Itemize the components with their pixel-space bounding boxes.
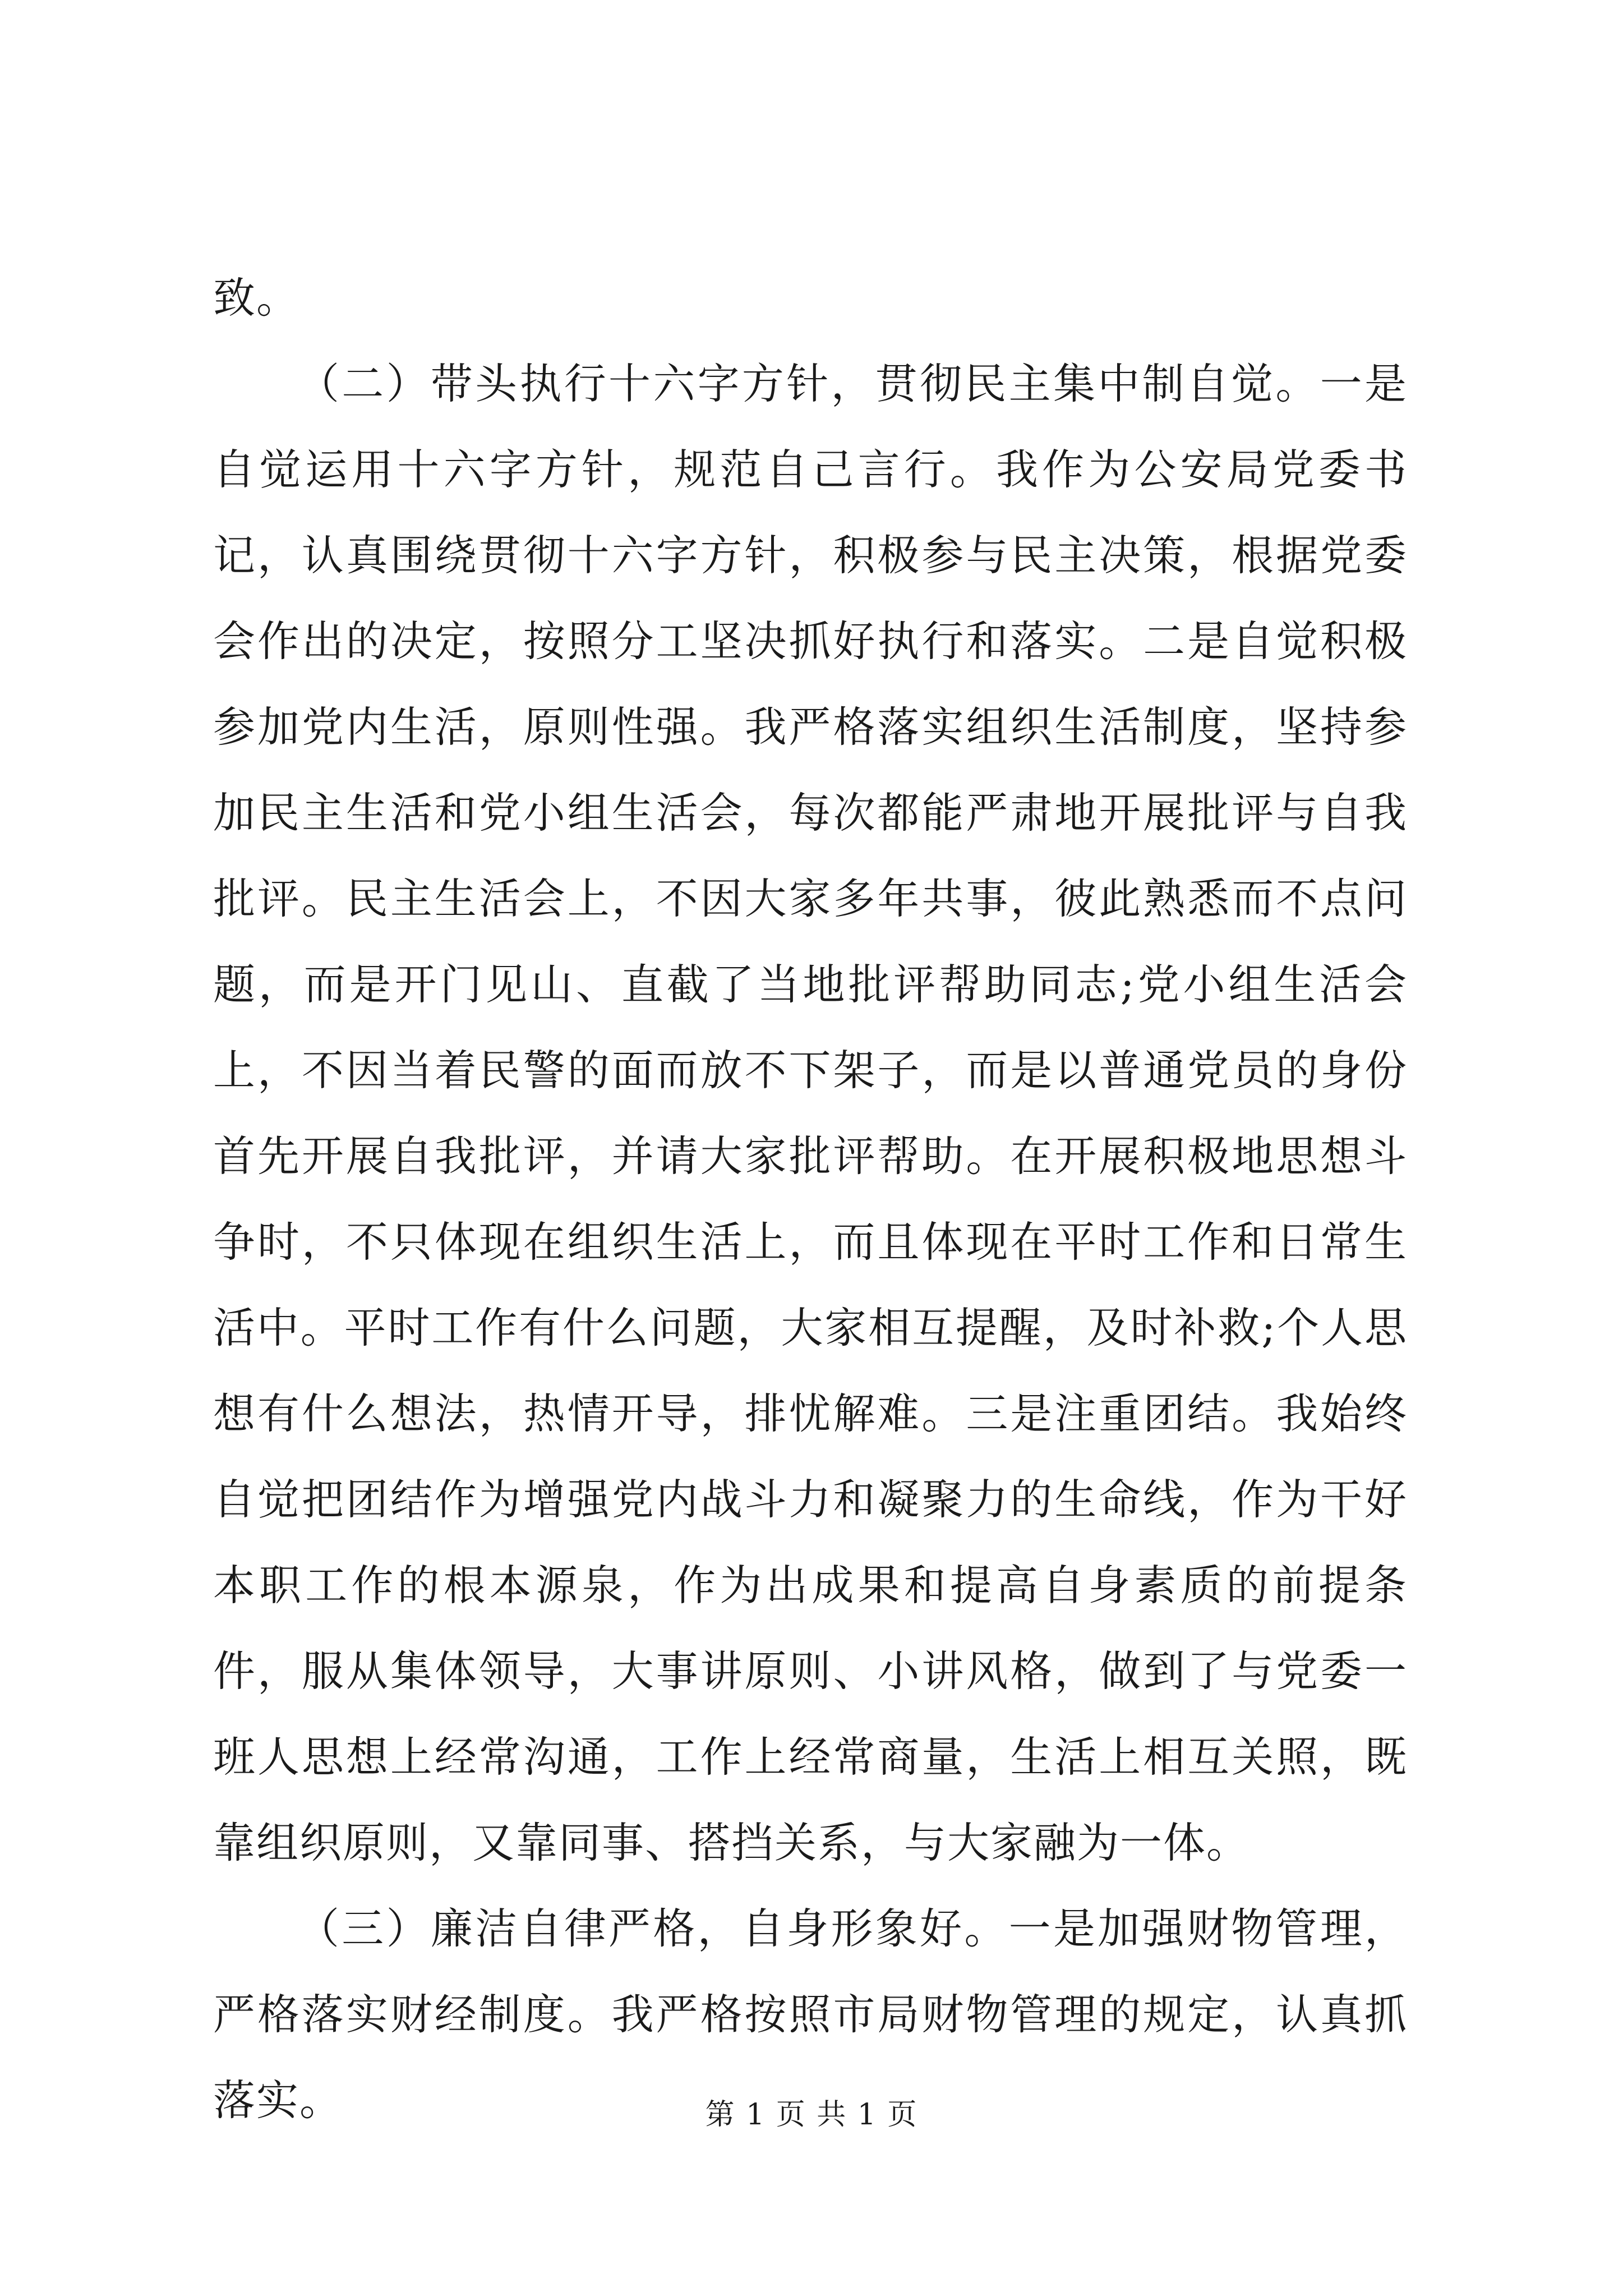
paragraph-continuation: 致。 bbox=[213, 273, 300, 323]
page-number: 第 1 页 共 1 页 bbox=[705, 2098, 918, 2132]
paragraph-section-two: （二）带头执行十六字方针，贯彻民主集中制自觉。一是自觉运用十六字方针，规范自己言行。我作为公安局党委书记，认真围绕贯彻十六字方针，积极参与民主决策，根据党委会作出的决定，按照分工坚决抓好执行和落实。二是自觉积极参加党内生活，原则性强。我严格落实组织生活制度，坚持参加民主生活和党小组生活会，每次都能严肃地开展批评与自我批评。民主生活会上，不因大家多年共事，彼此熟悉而不点问题，而是开门见山、直截了当地批评帮助同志;党小组生活会上，不因当着民警的面而放不下架子，而是以普通党员的身份首先开展自我批评，并请大家批评帮助。在开展积极地思想斗争时，不只体现在组织生活上，而且体现在平时工作和日常生活中。平时工作有什么问题，大家相互提醒，及时补救;个人思想有什么想法，热情开导，排忧解难。三是注重团结。我始终自觉把团结作为增强党内战斗力和凝聚力的生命线，作为干好本职工作的根本源泉，作为出成果和提高自身素质的前提条件，服从集体领导，大事讲原则、小讲风格，做到了与党委一班人思想上经常沟通，工作上经常商量，生活上相互关照，既靠组织原则，又靠同事、搭挡关系，与大家融为一体。 bbox=[213, 359, 1408, 1867]
document-body bbox=[213, 255, 1408, 2143]
paragraph-section-three: （三）廉洁自律严格，自身形象好。一是加强财物管理，严格落实财经制度。我严格按照市局财物管理的规定，认真抓落实。 bbox=[213, 1904, 1408, 2125]
page-footer bbox=[0, 2095, 1623, 2134]
